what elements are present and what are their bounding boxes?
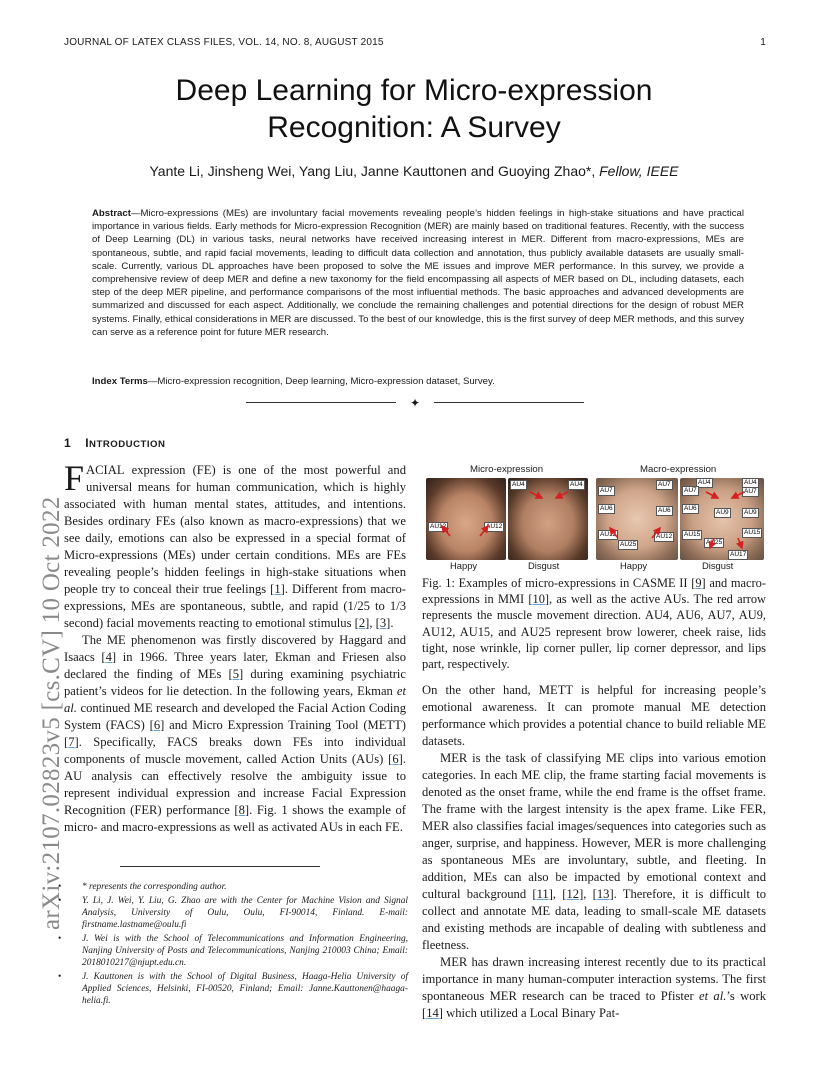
citation-link[interactable]: 4 [105,650,112,664]
figure-1 [420,462,766,572]
muscle-movement-arrows [420,478,766,560]
arrow-icon [442,526,450,536]
footnote-rule [120,866,320,867]
text-run: MER is the task of classifying ME clips into various emotion categories. In each ME clip, the frame starting facial movements is denoted as the onset frame, while the end frame is the offset frame. The frame with the largest intensity is the apex frame. Like FER, MER also classifies facial images/sequences into categories such as anger, surprise, and happiness. However, MER is more challenging as spontaneous MEs are involuntary, subtle, and fleeting. In addition, MEs can also be impacted by emotional context and cultural background [422,751,766,901]
au-label: AU15 [684,531,701,538]
text-run: and Micro Expression Training Tool (METT) [164,718,407,732]
au-label: AU7 [600,487,613,494]
footnote-item: • * represents the corresponding author. [54,881,408,893]
index-terms-label: Index Terms [92,376,148,387]
text-run: Fig. 1: Examples of micro-expressions in CASME II [422,576,692,590]
arrow-icon [652,528,660,538]
author-fellow: Fellow, IEEE [599,163,679,179]
footnote-item: • Y. Li, J. Wei, Y. Liu, G. Zhao are with the Center for Machine Vision and Signal Analysis, University of Oulu, Oulu, FI-90014, Finland. E-mail: firstname.lastname@oulu.fi [54,895,408,931]
text-run: in 1966. Three years later, Ekman and Friesen also declared the finding of MEs [64,650,407,681]
arrow-icon [732,492,744,498]
au-label: AU4 [570,481,583,488]
text-run: which utilized a Local Binary Pat- [443,1006,620,1020]
citation-link[interactable]: 8 [238,803,245,817]
au-label: AU12 [486,523,503,530]
section-title-initial: I [85,436,90,450]
arrow-icon [556,492,568,498]
citation-link[interactable]: 14 [426,1006,439,1020]
au-label: AU9 [716,509,729,516]
arxiv-identifier: arXiv:2107.02823v5 [cs.CV] 10 Oct 2022 [38,496,65,930]
arrow-icon [610,528,618,538]
text-run: . Specifically, FACS breaks down FEs into individual components of muscle movement, called Action Units (AUs) [64,735,406,766]
footnote-item: • J. Wei is with the School of Telecommunications and Information Engineering, Nanjing University of Posts and Telecommunications, Nanjing 210003 China; Email: 2018010217@njupt.edu.cn. [54,933,408,969]
text-run: , as well as the active AUs. The red arrow represents the muscle movement direction. AU4, AU6, AU7, AU9, AU12, AU15, and AU25 represent brow lowerer, cheek raise, lids tight, nose wrinkle, lip corner puller, lip corner depressor, and lips part, respectively. [422,592,766,672]
author-names: Yante Li, Jinsheng Wei, Yang Liu, Janne Kauttonen and Guoying Zhao*, [149,163,596,179]
citation-link[interactable]: 6 [153,718,161,732]
et-al: et al. [64,684,406,715]
index-terms-text: —Micro-expression recognition, Deep learning, Micro-expression dataset, Survey. [147,376,495,387]
citation-link[interactable]: 1 [274,582,281,596]
right-paragraph-1: On the other hand, METT is helpful for increasing people’s emotional awareness. It can promote manual ME detection performance which provides a potential chance to build reliable ME datasets. [422,683,766,748]
au-label: AU6 [684,505,697,512]
au-label: AU12 [600,531,617,538]
arrow-icon [706,492,718,498]
section-title-rest: NTRODUCTION [89,439,166,450]
left-column [64,458,407,836]
citation-link[interactable]: 10 [532,592,545,607]
citation-link[interactable]: 12 [566,887,580,901]
au-label: AU12 [656,533,673,540]
et-al: et al. [699,989,727,1003]
divider-line-left [246,402,396,403]
au-label: AU15 [744,529,761,536]
citation-link[interactable]: 13 [596,887,610,901]
citation-link[interactable]: 3 [379,616,387,630]
au-label: AU17 [730,551,747,558]
citation-link[interactable]: 5 [232,667,240,681]
au-label: AU4 [744,479,757,486]
paper-title [0,72,828,146]
abstract-text: —Micro-expressions (MEs) are involuntary facial movements revealing people’s hidden feelings in high-stake situations and have practical importance in various fields. Early methods for Micro-expression Recognition (MER) are mainly based on traditional features. Recently, with the success of Deep Learning (DL) in various tasks, neural networks have received increasing interest in MER. Different from macro-expressions, MEs are spontaneous, subtle, and rapid facial movements, leading to difficult data collection and annotation, thus publicly available datasets are usually small-scale. Currently, various DL approaches have been proposed to solve the ME issues and improve MER performance. In this survey, we provide a comprehensive review of deep MER and define a new taxonomy for the field encompassing all aspects of MER based on DL, including datasets, each step of the deep MER pipeline, and performance comparisons of the most influential methods. The basic approaches and advanced developments are summarized and discussed for each aspect. Additionally, we conclude the remaining challenges and potential directions for the design of robust MER systems. Finally, ethical considerations in MER are discussed. To the best of our knowledge, this is the first survey of deep MER methods, and this survey can serve as a reference point for future MER research. [92,208,744,338]
arrow-icon [530,492,542,498]
citation-link[interactable]: 6 [392,752,399,766]
author-list [0,163,828,179]
right-paragraph-2: MER is the task of classifying ME clips into various emotion categories. In each ME clip, the frame starting facial movements is denoted as the onset frame, while the end frame is the offset frame. The frame with the largest intensity is the apex frame. Like FER, MER also classifies facial images/sequences into categories such as anger, surprise, and happiness. However, MER is more challenging as spontaneous MEs are involuntary, subtle, and fleeting. In addition, MEs can also be impacted by emotional context and cultural background [11], [12], [13]. Therefore, it is difficult to collect and annotate ME data, leading to small-scale ME datasets and existing methods are incapable of dealing with subtleness and fleetness. [422,751,767,952]
au-label: AU25 [620,541,637,548]
figure-label-macro: Macro-expression [640,464,717,475]
citation-link[interactable]: 2 [358,616,366,630]
text-run: . AU analysis can effectively resolve the ambiguity issue to represent individual expression and increase Facial Expression Recognition (FER) performance [64,752,406,817]
face-caption: Happy [620,560,648,571]
intro-paragraph-1: FACIAL expression (FE) is one of the most powerful and universal means for human communication, which is highly associated with human mental states, attitudes, and intentions. Besides ordinary FEs (also known as macro-expressions) that we see daily, emotions can also be expressed in a special format of Micro-expressions (MEs) under certain conditions. MEs are FEs revealing people’s hidden feelings in high-stake situations when people try to conceal their true feelings [1]. Different from macro-expressions, MEs are spontaneous, subtle, and rapid (1/25 to 1/3 second) facial movements reacting to emotional stimulus [2], [3]. [64,458,406,630]
text-run: and macro-expressions in MMI [422,576,766,607]
au-label: AU25 [706,539,723,546]
text-run: . Therefore, it is difficult to collect and annotate ME data, leading to small-scale ME datasets and existing methods are incapable of dealing with subtleness and fleetness. [422,887,767,952]
text-run: continued ME research and developed the Facial Action Coding System (FACS) [64,701,406,732]
page-number: 1 [760,37,766,48]
au-label: AU4 [512,481,525,488]
arrow-icon [738,538,742,548]
divider-line-right [434,402,584,403]
text-run: expression (FE) is one of the most powerful and universal means for human communication, which is highly associated with human mental states, attitudes, and intentions. Besides ordinary FEs (also known as macro-expressions) that we see daily, emotions can also be expressed in a special format of Micro-expressions (MEs) under certain conditions. MEs are FEs revealing people’s hidden feelings in high-stake situations when people try to conceal their true feelings [64,463,406,596]
au-label: AU7 [744,488,757,495]
text-run: MER has drawn increasing interest recently due to its practical importance in many human-computer interaction systems. The first spontaneous MER research can be traced to Pfister [422,955,766,1003]
citation-link[interactable]: 7 [68,735,75,749]
au-label: AU7 [658,481,671,488]
right-column [422,682,766,1022]
text-run: The ME phenomenon was firstly discovered by Haggard and Isaacs [64,633,406,664]
citation-link[interactable]: 9 [695,576,702,590]
running-header [64,37,766,48]
intro-paragraph-2: The ME phenomenon was firstly discovered by Haggard and Isaacs [4] in 1966. Three years later, Ekman and Friesen also declared the finding of MEs [5] during examining psychiatric patient’s videos for lie detection. In the following years, Ekman et al. continued ME research and developed the Facial Action Coding System (FACS) [6] and Micro Expression Training Tool (METT) [7]. Specifically, FACS breaks down FEs into individual components of muscle movement, called Action Units (AUs) [6]. AU analysis can effectively resolve the ambiguity issue to represent individual expression and increase Facial Expression Recognition (FER) performance [8]. Fig. 1 shows the example of micro- and macro-expressions as well as activated AUs in each FE. [64,633,407,834]
face-caption: Happy [450,560,478,571]
text-run: . Different from macro-expressions, MEs are spontaneous, subtle, and rapid (1/25 to 1/3 second) facial movements reacting to emotional stimulus [64,582,406,630]
divider-diamond-icon: ✦ [409,396,421,410]
au-label: AU6 [600,505,613,512]
au-label: AU9 [744,509,757,516]
au-label: AU12 [430,523,447,530]
text-run: ’s work [726,989,766,1003]
au-label: AU6 [658,507,671,514]
right-paragraph-3: MER has drawn increasing interest recently due to its practical importance in many human-computer interaction systems. The first spontaneous MER research can be traced to Pfister et al.’s work [14] which utilized a Local Binary Pat- [422,955,766,1020]
footnotes [54,881,408,1009]
figure-caption: Fig. 1: Examples of micro-expressions in CASME II [9] and macro-expressions in MMI [10], as well as the active AUs. The red arrow represents the muscle movement direction. AU4, AU6, AU7, AU9, AU12, AU15, and AU25 represent brow lowerer, cheek raise, lids tight, nose wrinkle, lip corner puller, lip corner depressor, and lips part, respectively. [422,576,766,672]
section-heading [64,436,165,450]
index-terms [92,376,744,387]
dropcap: F [64,458,85,498]
journal-name: JOURNAL OF LATEX CLASS FILES, VOL. 14, NO. 8, AUGUST 2015 [64,37,384,48]
abstract-label: Abstract [92,208,131,219]
face-caption: Disgust [702,560,734,571]
smallcaps-lead: ACIAL [86,463,125,477]
arxiv-stamp [0,0,65,1072]
title-line-2: Recognition: A Survey [267,111,561,144]
title-line-1: Deep Learning for Micro-expression [175,74,653,107]
text-run: . Fig. 1 shows the example of micro- and macro-expressions as well as activated AUs in each FE. [64,803,406,834]
arrow-icon [480,526,488,536]
figure-label-micro: Micro-expression [470,464,544,475]
au-label: AU4 [698,479,711,486]
abstract [92,207,744,339]
section-number: 1 [64,436,72,450]
section-divider [246,396,584,410]
face-caption: Disgust [528,560,560,571]
text-run: during examining psychiatric patient’s videos for lie detection. In the following years, Ekman [64,667,406,698]
footnote-item: • J. Kauttonen is with the School of Digital Business, Haaga-Helia University of Applied Sciences, Helsinki, FI-00520, Finland; Email: Janne.Kauttonen@haaga-helia.fi. [54,971,408,1007]
au-label: AU7 [684,487,697,494]
arrow-icon [710,538,714,548]
citation-link[interactable]: 11 [536,887,549,901]
